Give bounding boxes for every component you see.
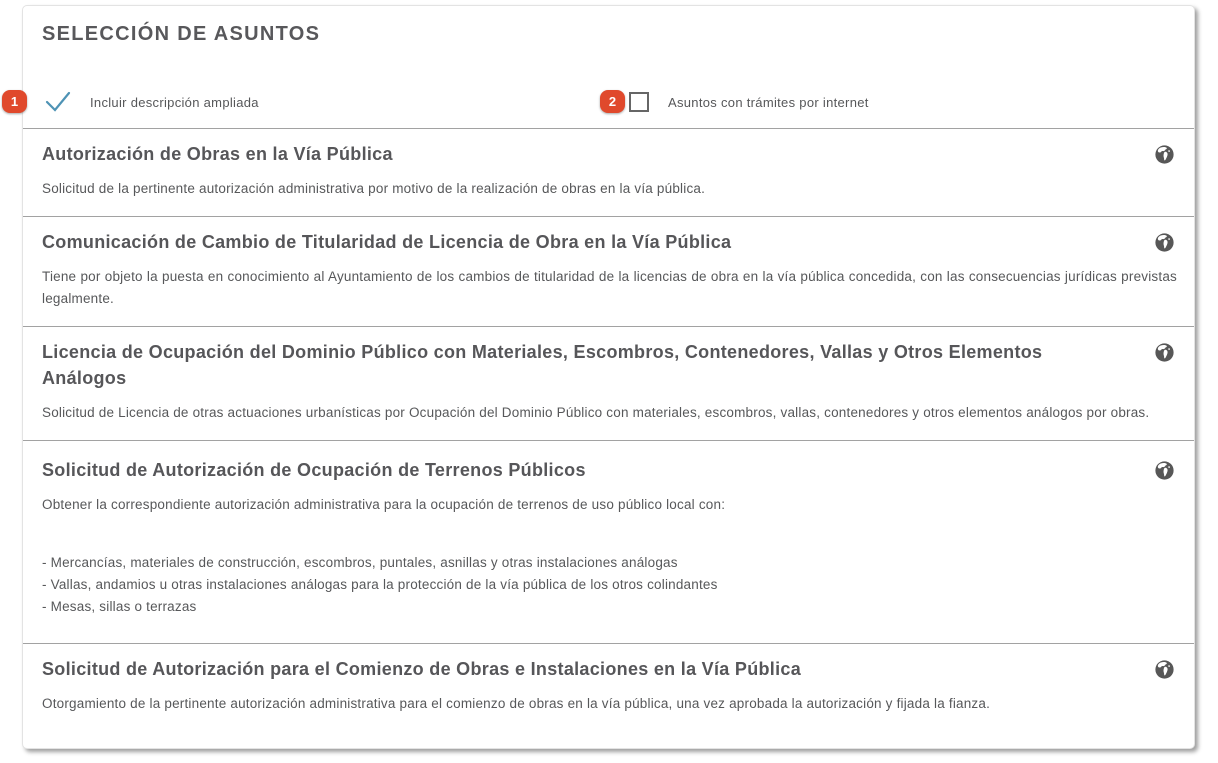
panel-header <box>23 21 1194 47</box>
annotation-badge-2: 2 <box>600 90 625 113</box>
unchecked-checkbox[interactable] <box>629 92 649 112</box>
globe-icon[interactable] <box>1153 341 1176 364</box>
filter-internet-procedures <box>629 89 869 115</box>
page-title: SELECCIÓN DE ASUNTOS <box>42 23 321 45</box>
item-description-list-line: - Vallas, andamios u otras instalaciones análogas para la protección de la vía pública de los otros colindantes <box>42 577 718 592</box>
annotation-badge-1: 1 <box>2 90 27 113</box>
item-description-list-line: - Mesas, sillas o terrazas <box>42 599 197 614</box>
list-item-cambio-titularidad[interactable] <box>23 216 1194 326</box>
item-title[interactable]: Autorización de Obras en la Vía Pública <box>42 144 393 164</box>
filter-internet-procedures-label: Asuntos con trámites por internet <box>668 94 869 110</box>
item-title[interactable]: Comunicación de Cambio de Titularidad de Licencia de Obra en la Vía Pública <box>42 232 732 252</box>
item-description: Obtener la correspondiente autorización administrativa para la ocupación de terrenos de uso público local con: <box>42 497 726 512</box>
list-item-autorizacion-obras[interactable] <box>23 128 1194 216</box>
list-item-comienzo-obras[interactable] <box>23 643 1194 729</box>
globe-icon[interactable] <box>1153 459 1176 482</box>
globe-icon[interactable] <box>1153 231 1176 254</box>
item-description: Solicitud de la pertinente autorización administrativa por motivo de la realización de obras en la vía pública. <box>42 181 706 196</box>
filter-row <box>10 89 1194 115</box>
list-item-ocupacion-terrenos[interactable] <box>23 440 1194 643</box>
asunto-list <box>23 128 1194 729</box>
globe-icon[interactable] <box>1153 143 1176 166</box>
item-description-list-line: - Mercancías, materiales de construcción, escombros, puntales, asnillas y otras instalaciones análogas <box>42 555 678 570</box>
asunto-selection-panel <box>10 5 1195 749</box>
item-description-list <box>42 552 1177 618</box>
item-title[interactable]: Licencia de Ocupación del Dominio Público con Materiales, Escombros, Contenedores, Vallas y Otros Elementos Análogos <box>42 342 1043 388</box>
filter-include-description <box>45 89 259 115</box>
checked-checkbox-icon[interactable] <box>45 91 71 113</box>
item-title[interactable]: Solicitud de Autorización para el Comienzo de Obras e Instalaciones en la Vía Pública <box>42 659 802 679</box>
item-description: Solicitud de Licencia de otras actuaciones urbanísticas por Ocupación del Dominio Público con materiales, escombros, vallas, contenedores y otros elementos análogos por obras. <box>42 405 1150 420</box>
globe-icon[interactable] <box>1153 658 1176 681</box>
list-item-licencia-ocupacion[interactable] <box>23 326 1194 440</box>
filter-include-description-label: Incluir descripción ampliada <box>90 94 259 110</box>
item-description: Otorgamiento de la pertinente autorización administrativa para el comienzo de obras en la vía pública, una vez aprobada la autorización y fijada la fianza. <box>42 696 991 711</box>
item-title[interactable]: Solicitud de Autorización de Ocupación de Terrenos Públicos <box>42 460 586 480</box>
item-description: Tiene por objeto la puesta en conocimiento al Ayuntamiento de los cambios de titularidad de la licencias de obra en la vía pública concedida, con las consecuencias jurídicas previstas legalmente. <box>42 269 1177 306</box>
